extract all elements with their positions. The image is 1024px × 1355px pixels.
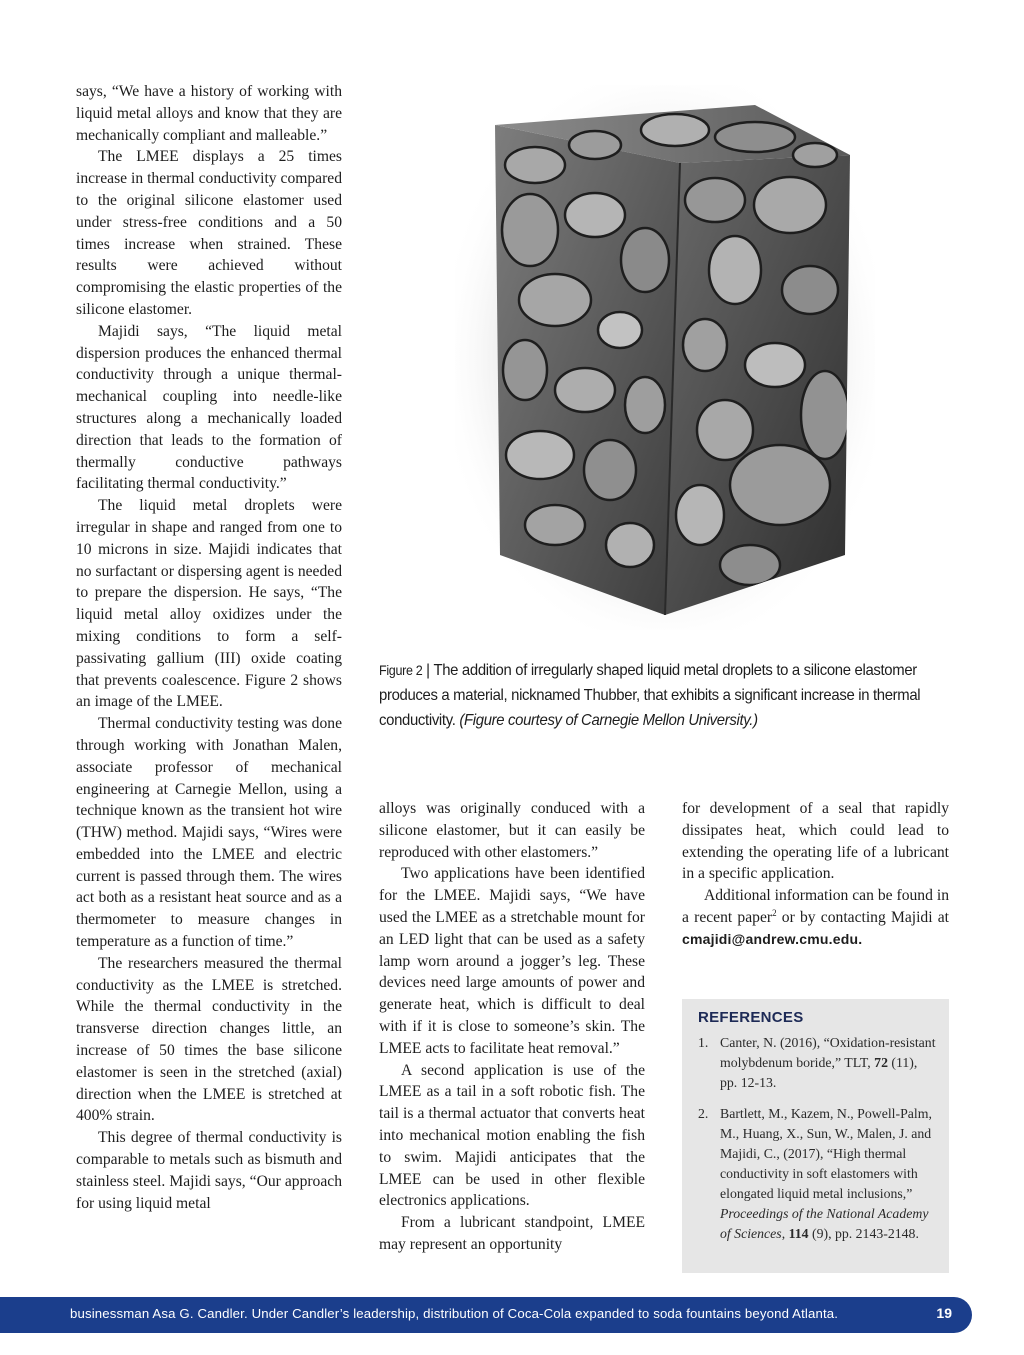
- email-link[interactable]: cmajidi@andrew.cmu.edu.: [682, 930, 863, 947]
- paragraph: Majidi says, “The liquid metal dispersion produces the enhanced thermal conductivity through a unique thermal-mechanical coupling into needle-like structures along a mechanically loaded direction that leads to the formation of thermally conductive pathways facilitating thermal conductivity.”: [76, 322, 342, 493]
- paragraph-contact: [682, 885, 949, 950]
- reference-text: Bartlett, M., Kazem, N., Powell-Palm, M., Huang, X., Sun, W., Malen, J. and Majidi, C., (2017), “High thermal conductivity in soft elastomers with elongated liquid metal inclusions,”: [720, 1106, 932, 1201]
- contact-text: Additional information can be found in a recent paper: [682, 887, 949, 926]
- references-box: [682, 999, 949, 1273]
- paragraph: Two applications have been identified for the LMEE. Majidi says, “We have used the LMEE as a stretchable mount for an LED light that can be used as a safety lamp worn around a jogger’s leg. These devices need large amounts of power and generate heat, which is difficult to deal with if it is close to someone’s skin. The LMEE acts to facilitate heat removal.”: [379, 865, 645, 1057]
- lmee-cube-illustration: [455, 85, 875, 630]
- footer-bar: [0, 1297, 972, 1333]
- paragraph: says, “We have a history of working with liquid metal alloys and know that they are mechanically compliant and malleable.”: [76, 83, 342, 144]
- reference-text-end: (9), pp. 2143-2148.: [808, 1226, 919, 1241]
- reference-volume: 114: [788, 1226, 809, 1241]
- reference-journal: Proceedings of the National Academy of Sciences: [720, 1206, 929, 1241]
- paragraph: A second application is use of the LMEE as a tail in a soft robotic fish. The tail is a thermal actuator that converts heat into mechanical motion enabling the fish to swim. Majidi anticipates that the LMEE can be used in other flexible electronics applications.: [379, 1061, 645, 1210]
- article-column-1: [76, 81, 342, 1214]
- reference-number: 2.: [698, 1106, 709, 1121]
- paragraph: From a lubricant standpoint, LMEE may represent an opportunity: [379, 1214, 645, 1253]
- paragraph: Thermal conductivity testing was done through working with Jonathan Malen, associate professor of mechanical engineering at Carnegie Mellon, using a technique known as the transient hot wire (THW) method. Majidi says, “Wires were embedded into the LMEE and electric current is passed through them. The wires act both as a resistant heat source and as a thermometer to measure changes in temperature as a function of time.”: [76, 715, 342, 951]
- caption-separator: |: [426, 662, 430, 679]
- contact-text-2: or by contacting Majidi at: [776, 908, 950, 926]
- reference-item: [698, 1033, 938, 1093]
- reference-item: [698, 1104, 938, 1244]
- reference-sep: ,: [781, 1226, 789, 1241]
- footer-text: businessman Asa G. Candler. Under Candler’s leadership, distribution of Coca-Cola expanded to soda fountains beyond Atlanta.: [70, 1306, 839, 1321]
- reference-text-end: (11), pp. 12-13.: [720, 1055, 918, 1090]
- reference-text: Canter, N. (2016), “Oxidation-resistant molybdenum boride,” TLT,: [720, 1035, 936, 1070]
- page-number: 19: [936, 1305, 952, 1321]
- reference-number: 1.: [698, 1035, 709, 1050]
- paragraph: The researchers measured the thermal conductivity as the LMEE is stretched. While the thermal conductivity in the transverse direction changes little, an increase of 50 times the base silicone elastomer is seen in the stretched (axial) direction when the LMEE is stretched at 400% strain.: [76, 954, 342, 1125]
- references-list: [698, 1033, 938, 1255]
- paragraph: alloys was originally conduced with a silicone elastomer, but it can easily be reproduced with other elastomers.”: [379, 800, 645, 861]
- reference-volume: 72: [874, 1055, 888, 1070]
- figure-caption: [379, 658, 954, 733]
- references-heading: REFERENCES: [698, 1009, 804, 1026]
- footnote-marker: 2: [772, 907, 777, 918]
- caption-credit: (Figure courtesy of Carnegie Mellon University.): [459, 712, 758, 729]
- paragraph: This degree of thermal conductivity is comparable to metals such as bismuth and stainless steel. Majidi says, “Our approach for using liquid metal: [76, 1129, 342, 1212]
- figure-image-lmee-cube: [455, 85, 875, 630]
- caption-text: The addition of irregularly shaped liquid metal droplets to a silicone elastomer produces a material, nicknamed Thubber, that exhibits a significant increase in thermal conductivity.: [379, 662, 921, 729]
- paragraph: for development of a seal that rapidly dissipates heat, which could lead to extending the operating life of a lubricant in a specific application.: [682, 800, 949, 883]
- figure-label: Figure 2: [379, 663, 423, 678]
- paragraph: The liquid metal droplets were irregular in shape and ranged from one to 10 microns in size. Majidi indicates that no surfactant or dispersing agent is needed to prepare the dispersion. He says, “The liquid metal alloy oxidizes under the mixing conditions to form a self-passivating gallium (III) oxide coating that prevents coalescence. Figure 2 shows an image of the LMEE.: [76, 497, 342, 711]
- article-column-3: [682, 798, 949, 951]
- article-column-2: [379, 798, 645, 1256]
- paragraph: The LMEE displays a 25 times increase in thermal conductivity compared to the original silicone elastomer used under stress-free conditions and a 50 times increase when strained. These results were achieved without compromising the elastic properties of the silicone elastomer.: [76, 148, 342, 318]
